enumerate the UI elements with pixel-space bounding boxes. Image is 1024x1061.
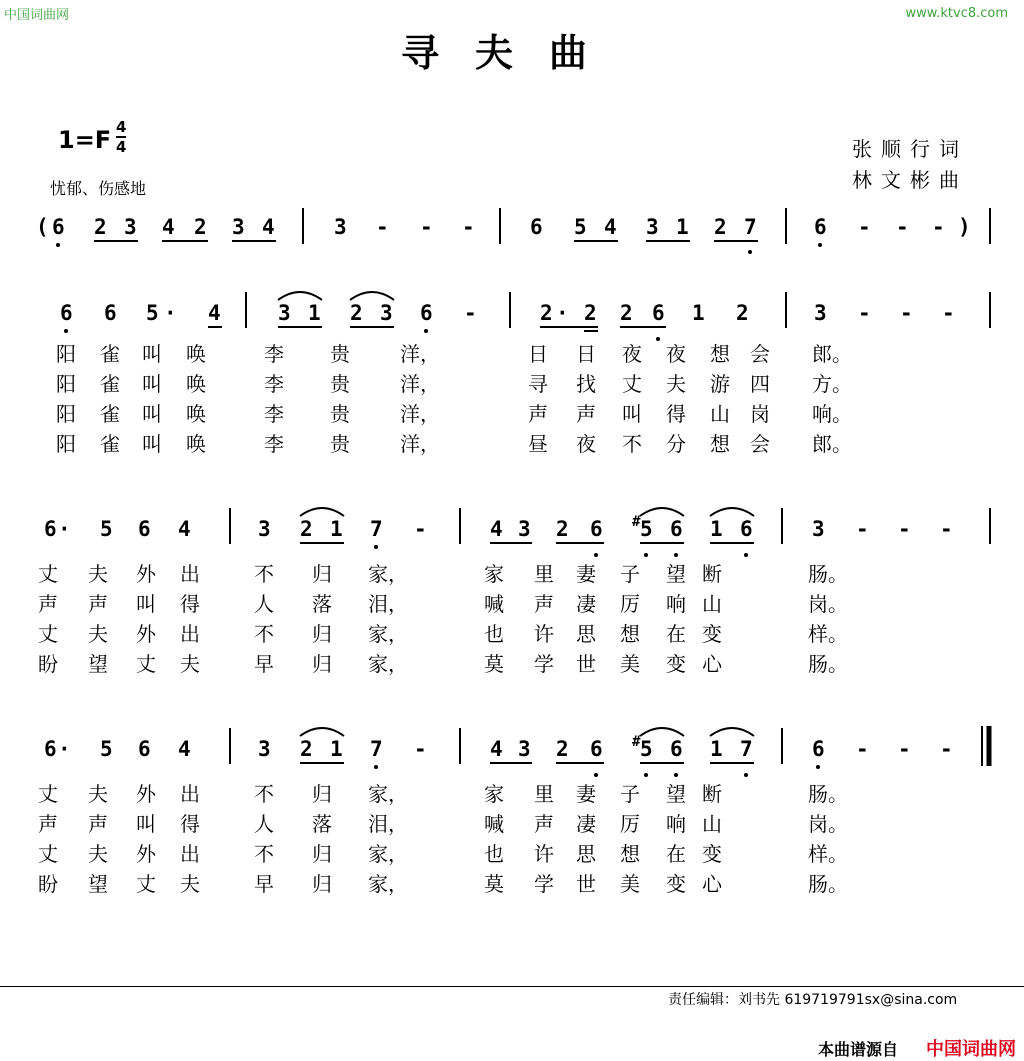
svg-text:6: 6 <box>104 301 117 325</box>
svg-text:6: 6 <box>670 517 683 541</box>
lyric-syllable: 美 <box>620 652 640 676</box>
key-label: 1=F <box>58 126 112 154</box>
lyric-syllable: 贵 <box>330 402 350 426</box>
lyric-syllable: 落 <box>312 592 332 616</box>
svg-text:-: - <box>932 215 945 239</box>
lyric-syllable: 望 <box>666 562 686 586</box>
lyric-syllable: 归 <box>312 872 332 896</box>
footer-divider <box>0 986 1024 987</box>
lyric-syllable: 洋， <box>400 342 440 366</box>
svg-text:3: 3 <box>258 737 271 761</box>
lyric-syllable: 阳 <box>56 432 76 456</box>
lyric-syllable: 归 <box>312 782 332 806</box>
svg-text:-: - <box>896 215 909 239</box>
lyric-syllable: 夫 <box>180 652 200 676</box>
lyric-syllable: 丈 <box>622 372 642 396</box>
lyric-syllable: 世 <box>576 652 596 676</box>
score-system-3 <box>44 508 990 557</box>
lyric-syllable: 得 <box>666 402 686 426</box>
svg-text:-: - <box>464 301 477 325</box>
lyric-syllable: 肠。 <box>808 652 848 676</box>
lyric-syllable: 子 <box>620 562 640 586</box>
lyric-syllable: 家， <box>368 652 408 676</box>
lyric-syllable: 归 <box>312 622 332 646</box>
lyric-syllable: 夫 <box>180 872 200 896</box>
lyric-syllable: 声 <box>88 812 108 836</box>
lyric-syllable: 郎。 <box>812 342 852 366</box>
lyric-syllable: 响。 <box>812 402 852 426</box>
svg-text:-: - <box>376 215 389 239</box>
lyric-syllable: 归 <box>312 842 332 866</box>
lyric-syllable: 也 <box>484 622 504 646</box>
lyric-syllable: 不 <box>254 782 274 806</box>
svg-text:5: 5 <box>640 737 653 761</box>
lyric-syllable: 得 <box>180 812 200 836</box>
lyric-syllable: 日 <box>528 342 548 366</box>
lyric-syllable: 在 <box>666 622 686 646</box>
lyric-syllable: 阳 <box>56 402 76 426</box>
svg-text:3: 3 <box>334 215 347 239</box>
lyric-syllable: 家， <box>368 562 408 586</box>
lyric-syllable: 得 <box>180 592 200 616</box>
lyric-syllable: 雀 <box>100 402 120 426</box>
lyric-syllable: 叫 <box>142 432 162 456</box>
lyric-syllable: 唤 <box>186 342 206 366</box>
svg-text:·: · <box>58 517 71 541</box>
lyric-syllable: 声 <box>534 812 554 836</box>
lyric-syllable: 家， <box>368 842 408 866</box>
lyric-syllable: 人 <box>254 592 274 616</box>
svg-text:6: 6 <box>44 737 57 761</box>
svg-text:-: - <box>856 517 869 541</box>
lyric-syllable: 丈 <box>38 622 58 646</box>
lyric-syllable: 肠。 <box>808 562 848 586</box>
lyric-syllable: 郎。 <box>812 432 852 456</box>
site-watermark-left: 中国词曲网 <box>4 8 70 23</box>
svg-text:6: 6 <box>812 737 825 761</box>
lyric-syllable: 夫 <box>666 372 686 396</box>
svg-text:#: # <box>632 734 641 750</box>
lyric-syllable: 贵 <box>330 342 350 366</box>
lyric-syllable: 游 <box>710 372 730 396</box>
lyric-syllable: 山 <box>702 592 722 616</box>
lyric-syllable: 泪， <box>368 592 408 616</box>
lyric-syllable: 泪， <box>368 812 408 836</box>
lyric-syllable: 妻 <box>576 782 596 806</box>
lyric-syllable: 会 <box>750 432 770 456</box>
lyric-syllable: 阳 <box>56 342 76 366</box>
lyric-syllable: 寻 <box>528 372 548 396</box>
svg-text:6: 6 <box>138 737 151 761</box>
composer-credit: 林文彬曲 <box>852 168 968 192</box>
lyric-syllable: 夫 <box>88 562 108 586</box>
lyric-syllable: 喊 <box>484 812 504 836</box>
lyric-syllable: 响 <box>666 812 686 836</box>
svg-text:-: - <box>414 737 427 761</box>
svg-text:2: 2 <box>94 215 107 239</box>
lyric-syllable: 变 <box>666 652 686 676</box>
svg-text:3: 3 <box>646 215 659 239</box>
svg-text:2: 2 <box>584 301 597 325</box>
svg-text:6: 6 <box>420 301 433 325</box>
svg-text:5: 5 <box>146 301 159 325</box>
svg-text:6: 6 <box>670 737 683 761</box>
lyric-syllable: 夫 <box>88 842 108 866</box>
svg-text:-: - <box>900 301 913 325</box>
svg-text:6: 6 <box>652 301 665 325</box>
svg-text:4: 4 <box>604 215 617 239</box>
svg-text:1: 1 <box>330 517 343 541</box>
lyric-syllable: 岗 <box>750 402 770 426</box>
lyric-syllable: 外 <box>136 842 156 866</box>
svg-text:5: 5 <box>574 215 587 239</box>
lyric-syllable: 家， <box>368 872 408 896</box>
lyric-syllable: 李 <box>264 372 284 396</box>
lyric-syllable: 不 <box>622 432 642 456</box>
lyric-syllable: 声 <box>534 592 554 616</box>
lyric-syllable: 日 <box>576 342 596 366</box>
lyric-syllable: 声 <box>88 592 108 616</box>
lyric-syllable: 丈 <box>136 872 156 896</box>
svg-text:4: 4 <box>178 517 191 541</box>
lyric-syllable: 夜 <box>622 342 642 366</box>
lyric-syllable: 外 <box>136 782 156 806</box>
svg-text:2: 2 <box>350 301 363 325</box>
source-label: 本曲谱源自 <box>818 1040 899 1059</box>
lyric-syllable: 岗。 <box>808 812 848 836</box>
lyric-syllable: 思 <box>576 842 596 866</box>
editor-credit: 责任编辑：刘书先 619719791sx@sina.com <box>668 992 958 1008</box>
lyric-syllable: 岗。 <box>808 592 848 616</box>
svg-text:2: 2 <box>714 215 727 239</box>
lyric-syllable: 断 <box>702 782 722 806</box>
svg-text:1: 1 <box>710 517 723 541</box>
svg-text:5: 5 <box>100 517 113 541</box>
svg-text:3: 3 <box>380 301 393 325</box>
lyric-syllable: 心 <box>702 872 722 896</box>
lyric-syllable: 美 <box>620 872 640 896</box>
lyric-syllable: 会 <box>750 342 770 366</box>
lyric-syllable: 夫 <box>88 622 108 646</box>
lyric-syllable: 方。 <box>812 372 852 396</box>
lyric-syllable: 归 <box>312 562 332 586</box>
svg-text:·: · <box>58 737 71 761</box>
svg-text:1: 1 <box>676 215 689 239</box>
lyric-syllable: 变 <box>666 872 686 896</box>
lyric-syllable: 凄 <box>576 812 596 836</box>
svg-text:2: 2 <box>300 737 313 761</box>
lyric-syllable: 昼 <box>528 432 548 456</box>
lyrics-block-system-2 <box>0 338 1024 468</box>
lyric-syllable: 妻 <box>576 562 596 586</box>
tempo-marking: 忧郁、伤感地 <box>50 179 147 198</box>
svg-text:3: 3 <box>812 517 825 541</box>
lyric-syllable: 想 <box>620 622 640 646</box>
lyric-syllable: 叫 <box>142 342 162 366</box>
svg-text:3: 3 <box>232 215 245 239</box>
svg-text:2: 2 <box>540 301 553 325</box>
brand-logo-text: 中国词曲网 <box>926 1039 1016 1060</box>
lyric-syllable: 找 <box>576 372 596 396</box>
lyric-syllable: 早 <box>254 652 274 676</box>
lyric-syllable: 声 <box>38 592 58 616</box>
lyric-syllable: 雀 <box>100 432 120 456</box>
svg-text:1: 1 <box>692 301 705 325</box>
lyric-syllable: 里 <box>534 562 554 586</box>
lyric-syllable: 丈 <box>38 782 58 806</box>
lyric-syllable: 样。 <box>808 842 848 866</box>
svg-text:6: 6 <box>740 517 753 541</box>
lyric-syllable: 里 <box>534 782 554 806</box>
svg-text:7: 7 <box>370 737 383 761</box>
lyric-syllable: 变 <box>702 622 722 646</box>
svg-text:3: 3 <box>518 517 531 541</box>
svg-text:-: - <box>856 737 869 761</box>
time-signature-top: 4 <box>116 118 127 136</box>
lyrics-block-system-3 <box>0 558 1024 688</box>
svg-text:6: 6 <box>590 517 603 541</box>
lyric-syllable: 也 <box>484 842 504 866</box>
svg-text:6: 6 <box>44 517 57 541</box>
svg-text:2: 2 <box>736 301 749 325</box>
lyric-syllable: 出 <box>180 782 200 806</box>
lyric-syllable: 样。 <box>808 622 848 646</box>
svg-text:5: 5 <box>100 737 113 761</box>
lyric-syllable: 出 <box>180 622 200 646</box>
lyric-syllable: 山 <box>710 402 730 426</box>
lyric-syllable: 洋， <box>400 372 440 396</box>
svg-text:5: 5 <box>640 517 653 541</box>
svg-text:6: 6 <box>52 215 65 239</box>
lyric-syllable: 许 <box>534 622 554 646</box>
lyric-syllable: 丈 <box>136 652 156 676</box>
lyric-syllable: 肠。 <box>808 782 848 806</box>
lyric-syllable: 世 <box>576 872 596 896</box>
lyric-syllable: 早 <box>254 872 274 896</box>
lyric-syllable: 厉 <box>620 592 640 616</box>
svg-text:3: 3 <box>278 301 291 325</box>
lyric-syllable: 断 <box>702 562 722 586</box>
svg-text:1: 1 <box>330 737 343 761</box>
lyric-syllable: 阳 <box>56 372 76 396</box>
svg-text:2: 2 <box>556 737 569 761</box>
svg-text:7: 7 <box>370 517 383 541</box>
svg-text:#: # <box>632 514 641 530</box>
lyric-syllable: 莫 <box>484 872 504 896</box>
site-watermark-right: www.ktvc8.com <box>905 6 1008 21</box>
svg-text:·: · <box>556 301 569 325</box>
lyric-syllable: 想 <box>620 842 640 866</box>
lyric-syllable: 夫 <box>88 782 108 806</box>
lyric-syllable: 洋， <box>400 402 440 426</box>
svg-text:6: 6 <box>814 215 827 239</box>
lyric-syllable: 不 <box>254 842 274 866</box>
lyric-syllable: 不 <box>254 622 274 646</box>
lyric-syllable: 望 <box>88 872 108 896</box>
lyric-syllable: 叫 <box>136 592 156 616</box>
lyric-syllable: 唤 <box>186 372 206 396</box>
lyric-syllable: 叫 <box>136 812 156 836</box>
lyric-syllable: 丈 <box>38 562 58 586</box>
lyric-syllable: 声 <box>528 402 548 426</box>
lyric-syllable: 盼 <box>38 652 58 676</box>
svg-text:2: 2 <box>620 301 633 325</box>
lyric-syllable: 思 <box>576 622 596 646</box>
lyric-syllable: 李 <box>264 402 284 426</box>
svg-text:4: 4 <box>162 215 175 239</box>
lyric-syllable: 人 <box>254 812 274 836</box>
lyric-syllable: 唤 <box>186 432 206 456</box>
svg-text:4: 4 <box>178 737 191 761</box>
lyric-syllable: 学 <box>534 872 554 896</box>
lyric-syllable: 子 <box>620 782 640 806</box>
svg-text:6: 6 <box>138 517 151 541</box>
lyric-syllable: 家， <box>368 782 408 806</box>
lyric-syllable: 唤 <box>186 402 206 426</box>
lyric-syllable: 贵 <box>330 432 350 456</box>
lyric-syllable: 许 <box>534 842 554 866</box>
svg-text:-: - <box>942 301 955 325</box>
lyric-syllable: 家， <box>368 622 408 646</box>
lyric-syllable: 分 <box>666 432 686 456</box>
lyric-syllable: 莫 <box>484 652 504 676</box>
svg-text:-: - <box>420 215 433 239</box>
svg-text:-: - <box>858 215 871 239</box>
lyric-syllable: 盼 <box>38 872 58 896</box>
lyric-syllable: 四 <box>750 372 770 396</box>
lyric-syllable: 声 <box>576 402 596 426</box>
lyric-syllable: 想 <box>710 342 730 366</box>
svg-text:(: ( <box>36 215 49 239</box>
lyricist-credit: 张顺行词 <box>852 137 968 161</box>
score-system-1 <box>36 208 990 254</box>
lyric-syllable: 厉 <box>620 812 640 836</box>
lyric-syllable: 出 <box>180 842 200 866</box>
lyric-syllable: 夜 <box>666 342 686 366</box>
lyric-syllable: 李 <box>264 432 284 456</box>
svg-text:3: 3 <box>124 215 137 239</box>
svg-text:3: 3 <box>518 737 531 761</box>
svg-text:4: 4 <box>490 517 503 541</box>
svg-text:-: - <box>414 517 427 541</box>
svg-text:6: 6 <box>590 737 603 761</box>
lyric-syllable: 外 <box>136 562 156 586</box>
lyric-syllable: 望 <box>666 782 686 806</box>
lyric-syllable: 想 <box>710 432 730 456</box>
lyric-syllable: 贵 <box>330 372 350 396</box>
lyric-syllable: 雀 <box>100 372 120 396</box>
lyric-syllable: 李 <box>264 342 284 366</box>
svg-text:1: 1 <box>308 301 321 325</box>
svg-text:): ) <box>958 215 971 239</box>
svg-text:-: - <box>898 737 911 761</box>
lyric-syllable: 喊 <box>484 592 504 616</box>
svg-text:2: 2 <box>556 517 569 541</box>
lyric-syllable: 叫 <box>142 372 162 396</box>
lyric-syllable: 学 <box>534 652 554 676</box>
time-signature-bottom: 4 <box>116 138 127 156</box>
lyric-syllable: 落 <box>312 812 332 836</box>
lyric-syllable: 叫 <box>622 402 642 426</box>
svg-text:4: 4 <box>208 301 221 325</box>
lyric-syllable: 叫 <box>142 402 162 426</box>
lyric-syllable: 肠。 <box>808 872 848 896</box>
lyric-syllable: 出 <box>180 562 200 586</box>
lyric-syllable: 变 <box>702 842 722 866</box>
svg-text:7: 7 <box>744 215 757 239</box>
lyric-syllable: 丈 <box>38 842 58 866</box>
svg-text:2: 2 <box>194 215 207 239</box>
lyric-syllable: 响 <box>666 592 686 616</box>
svg-text:3: 3 <box>814 301 827 325</box>
svg-text:3: 3 <box>258 517 271 541</box>
svg-text:6: 6 <box>60 301 73 325</box>
score-system-4 <box>44 726 989 777</box>
lyric-syllable: 归 <box>312 652 332 676</box>
lyric-syllable: 望 <box>88 652 108 676</box>
lyric-syllable: 不 <box>254 562 274 586</box>
lyric-syllable: 山 <box>702 812 722 836</box>
svg-text:1: 1 <box>710 737 723 761</box>
lyric-syllable: 凄 <box>576 592 596 616</box>
svg-text:-: - <box>940 737 953 761</box>
svg-text:-: - <box>940 517 953 541</box>
svg-text:-: - <box>462 215 475 239</box>
svg-text:·: · <box>164 301 177 325</box>
lyric-syllable: 心 <box>702 652 722 676</box>
song-title: 寻夫曲 <box>400 30 623 75</box>
score-system-2 <box>60 292 990 341</box>
svg-text:-: - <box>858 301 871 325</box>
lyric-syllable: 外 <box>136 622 156 646</box>
svg-text:2: 2 <box>300 517 313 541</box>
lyric-syllable: 洋， <box>400 432 440 456</box>
lyric-syllable: 夜 <box>576 432 596 456</box>
lyric-syllable: 声 <box>38 812 58 836</box>
lyrics-block-system-4 <box>0 778 1024 908</box>
svg-text:-: - <box>898 517 911 541</box>
lyric-syllable: 家 <box>484 562 504 586</box>
lyric-syllable: 雀 <box>100 342 120 366</box>
lyric-syllable: 在 <box>666 842 686 866</box>
svg-text:4: 4 <box>490 737 503 761</box>
svg-text:6: 6 <box>530 215 543 239</box>
svg-text:7: 7 <box>740 737 753 761</box>
svg-text:4: 4 <box>262 215 275 239</box>
lyric-syllable: 家 <box>484 782 504 806</box>
